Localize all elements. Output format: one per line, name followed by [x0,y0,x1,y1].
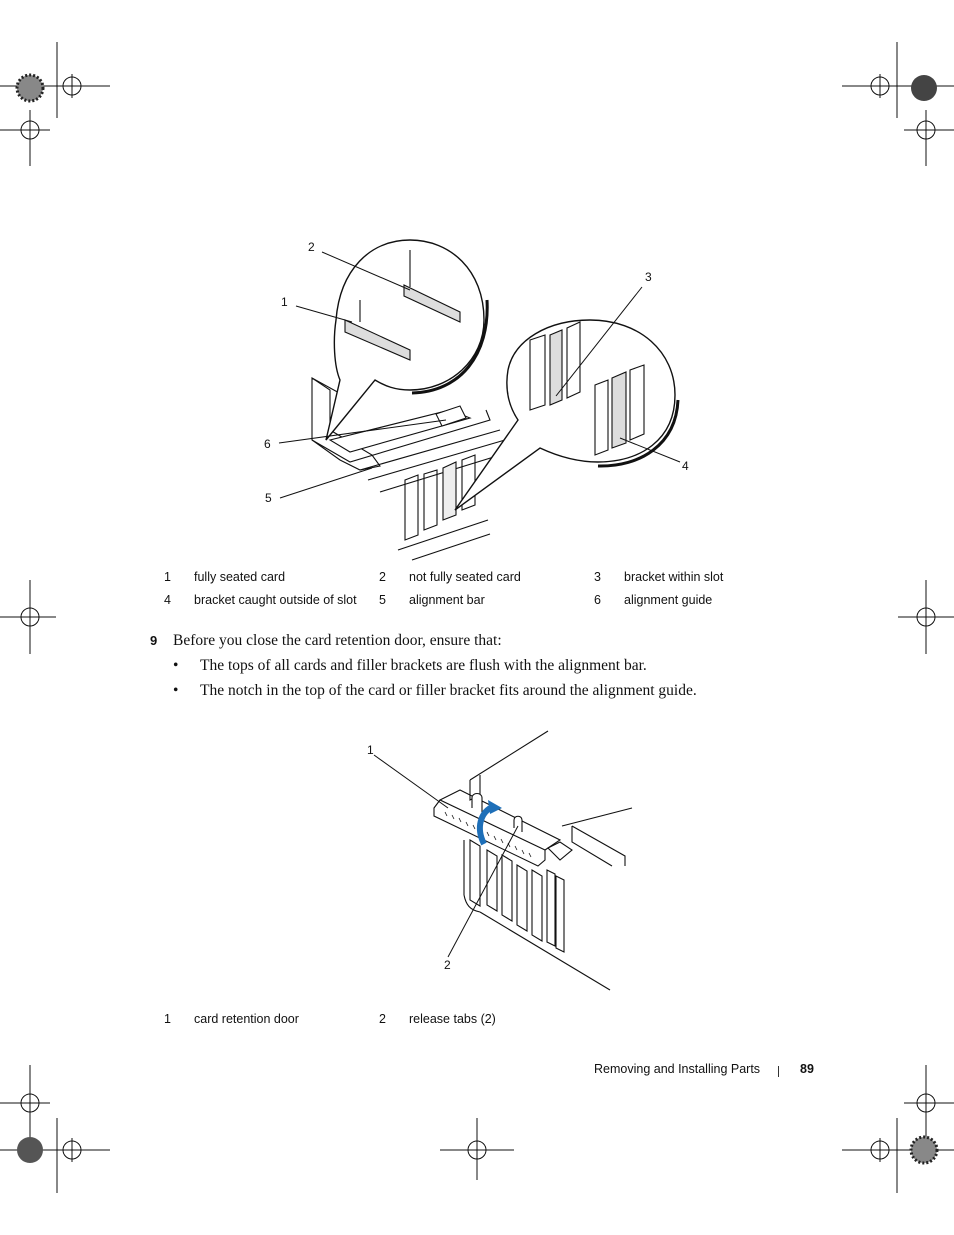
legend-label: alignment guide [624,593,713,607]
legend-num: 6 [594,593,601,607]
legend-num: 4 [164,593,171,607]
legend-num: 5 [379,593,386,607]
legend-label: bracket caught outside of slot [194,593,357,607]
figure2-legend [0,1012,954,1032]
legend-num: 2 [379,1012,386,1026]
step-text: Before you close the card retention door, ensure that: [173,632,502,649]
legend-label: fully seated card [194,570,286,584]
legend-num: 2 [379,570,386,584]
bullet-text: The notch in the top of the card or filler bracket fits around the alignment guide. [200,682,697,699]
legend-label: alignment bar [409,593,485,607]
bullet-dot: • [173,682,179,699]
callout-1: 1 [367,743,374,757]
bullet-text: The tops of all cards and filler brackets are flush with the alignment bar. [200,657,647,674]
arrow-head [488,800,502,814]
legend-num: 1 [164,570,171,584]
callout-1: 1 [281,295,288,309]
bullet-dot: • [173,657,179,674]
step-number: 9 [150,633,158,648]
legend-label: card retention door [194,1012,299,1026]
callout-6: 6 [264,437,271,451]
callout-3: 3 [645,270,652,284]
legend-num: 1 [164,1012,171,1026]
callout-4: 4 [682,459,689,473]
legend-label: release tabs (2) [409,1012,496,1026]
legend-num: 3 [594,570,601,584]
page-number: 89 [800,1062,814,1076]
legend-label: bracket within slot [624,570,724,584]
page-footer [0,1062,954,1082]
callout-5: 5 [265,491,272,505]
callout-2: 2 [444,958,451,972]
legend-label: not fully seated card [409,570,521,584]
footer-divider [778,1066,779,1077]
section-title: Removing and Installing Parts [594,1062,761,1076]
callout-2: 2 [308,240,315,254]
